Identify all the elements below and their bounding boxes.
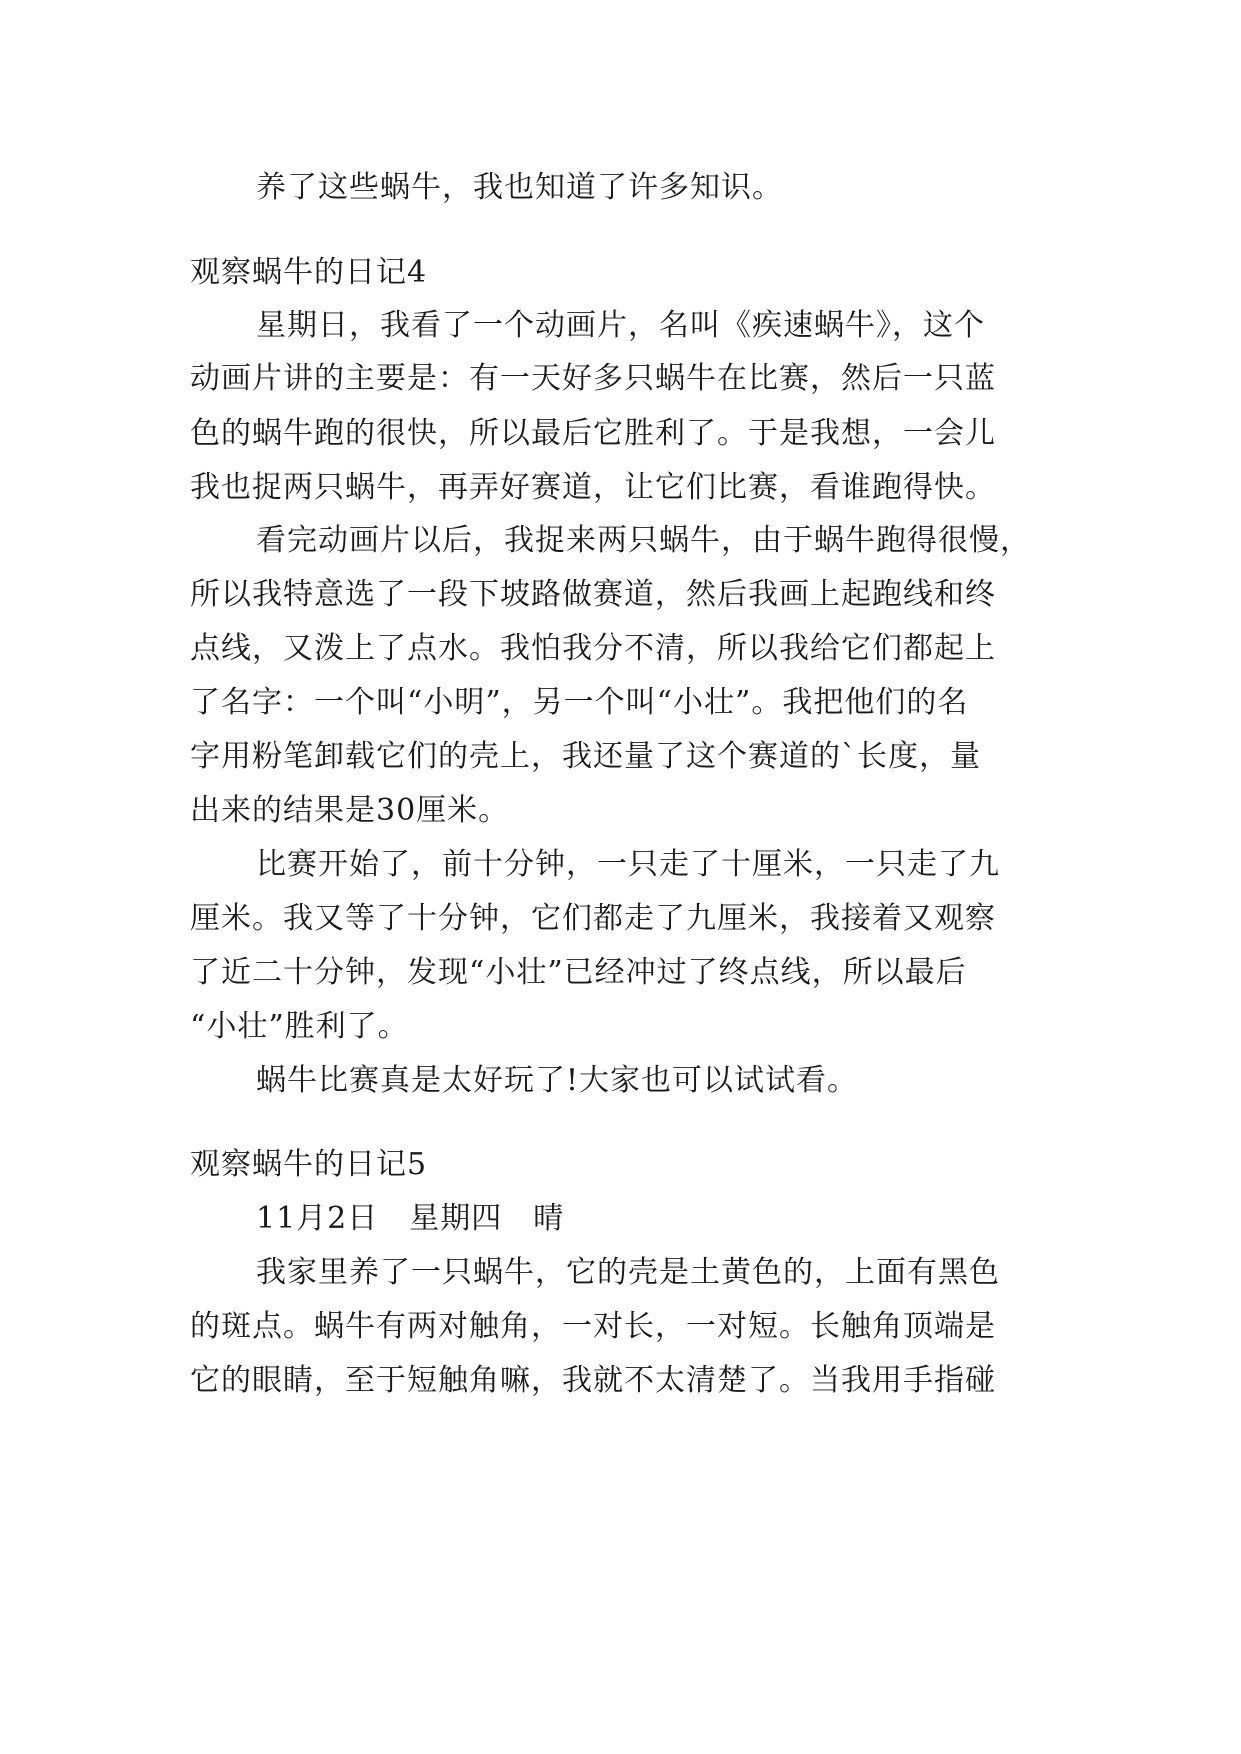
paragraph-line: “小壮”胜利了。 bbox=[190, 1009, 409, 1044]
paragraph-line: 出来的结果是30厘米。 bbox=[190, 793, 510, 828]
paragraph-line: 比赛开始了，前十分钟，一只走了十厘米，一只走了九 bbox=[256, 847, 1000, 882]
paragraph-line: 了名字：一个叫“小明”，另一个叫“小壮”。我把他们的名 bbox=[190, 685, 969, 720]
paragraph-line: 蜗牛比赛真是太好玩了!大家也可以试试看。 bbox=[256, 1063, 859, 1098]
paragraph-line: 养了这些蜗牛，我也知道了许多知识。 bbox=[256, 170, 783, 205]
date-line: 11月2日 星期四 晴 bbox=[256, 1201, 565, 1236]
paragraph-line: 色的蜗牛跑的很快，所以最后它胜利了。于是我想，一会儿 bbox=[190, 416, 996, 451]
paragraph-line: 它的眼睛，至于短触角嘛，我就不太清楚了。当我用手指碰 bbox=[190, 1363, 996, 1398]
section-title: 观察蜗牛的日记5 bbox=[190, 1147, 428, 1182]
paragraph-line: 看完动画片以后，我捉来两只蜗牛，由于蜗牛跑得很慢， bbox=[256, 523, 1031, 558]
paragraph-line: 星期日，我看了一个动画片，名叫《疾速蜗牛》，这个 bbox=[256, 308, 985, 343]
paragraph-line: 的斑点。蜗牛有两对触角，一对长，一对短。长触角顶端是 bbox=[190, 1309, 996, 1344]
paragraph-line: 了近二十分钟，发现“小壮”已经冲过了终点线，所以最后 bbox=[190, 955, 967, 990]
paragraph-line: 我也捉两只蜗牛，再弄好赛道，让它们比赛，看谁跑得快。 bbox=[190, 470, 996, 505]
paragraph-line: 动画片讲的主要是：有一天好多只蜗牛在比赛，然后一只蓝 bbox=[190, 361, 996, 396]
section-title: 观察蜗牛的日记4 bbox=[190, 255, 428, 290]
paragraph-line: 字用粉笔卸载它们的壳上，我还量了这个赛道的`长度，量 bbox=[190, 739, 981, 774]
paragraph-line: 点线，又泼上了点水。我怕我分不清，所以我给它们都起上 bbox=[190, 631, 996, 666]
paragraph-line: 厘米。我又等了十分钟，它们都走了九厘米，我接着又观察 bbox=[190, 901, 996, 936]
paragraph-line: 所以我特意选了一段下坡路做赛道，然后我画上起跑线和终 bbox=[190, 577, 996, 612]
paragraph-line: 我家里养了一只蜗牛，它的壳是土黄色的，上面有黑色 bbox=[256, 1255, 1000, 1290]
